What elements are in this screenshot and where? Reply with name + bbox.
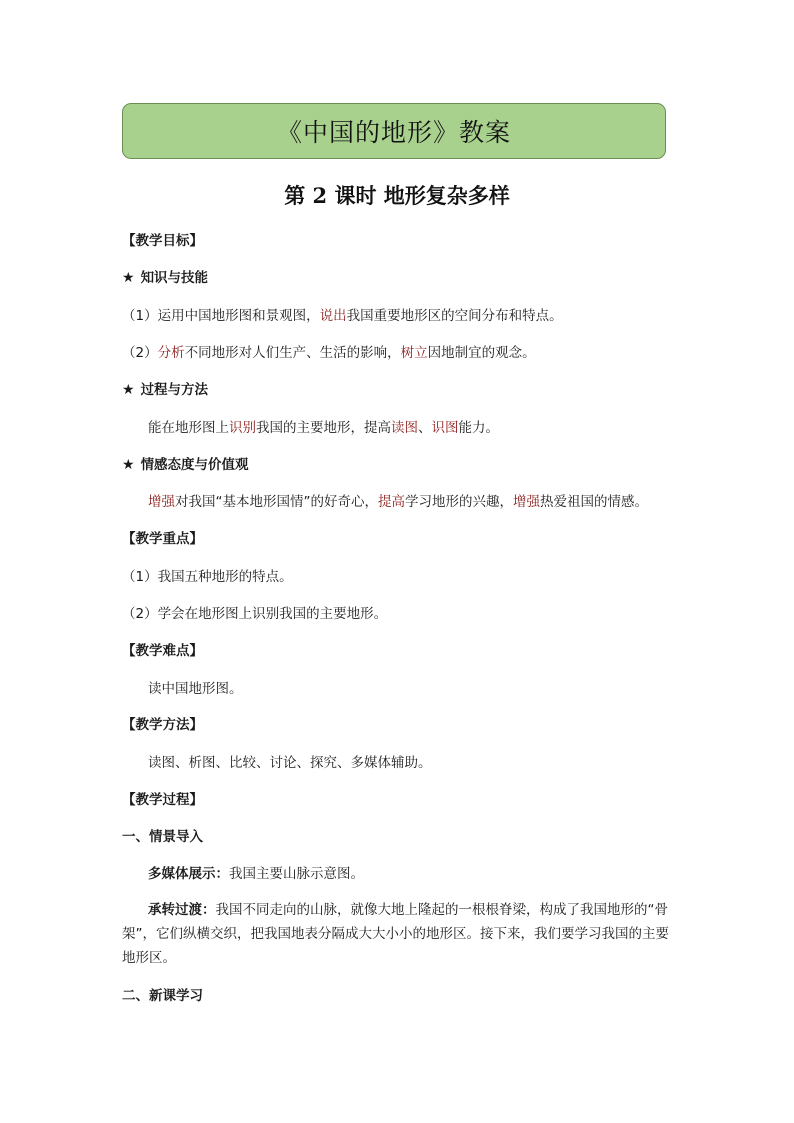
difficulties-heading: 【教学难点】	[122, 643, 203, 659]
highlight-verb: 增强	[148, 494, 175, 510]
document-title: 《中国的地形》教案	[276, 118, 511, 147]
process-heading-row	[122, 380, 208, 400]
key-points-heading: 【教学重点】	[122, 531, 203, 547]
text-run: 、	[418, 420, 432, 436]
objectives-heading: 【教学目标】	[122, 233, 203, 249]
media-label: 多媒体展示：	[148, 866, 229, 882]
transition-paragraph	[122, 898, 678, 970]
highlight-verb: 提高	[378, 494, 405, 510]
section-1-heading: 一、情景导入	[122, 829, 203, 845]
methods-heading: 【教学方法】	[122, 717, 203, 733]
highlight-verb: 树立	[400, 345, 428, 361]
text-run: 能力。	[458, 420, 499, 436]
knowledge-heading: 知识与技能	[140, 270, 209, 286]
emotion-heading-row	[122, 455, 249, 475]
text-run: （1）运用中国地形图和景观图，	[122, 308, 320, 324]
media-display-line	[148, 864, 364, 884]
emotion-text	[148, 492, 648, 512]
star-icon: ★	[122, 270, 135, 286]
highlight-verb: 识别	[229, 420, 256, 436]
text-run: 学习地形的兴趣，	[405, 494, 513, 510]
highlight-verb: 识图	[431, 420, 459, 436]
text-run: 不同地形对人们生产、生活的影响，	[184, 345, 401, 361]
title-banner	[122, 103, 666, 159]
transition-label: 承转过渡：	[148, 902, 216, 918]
emotion-heading: 情感态度与价值观	[140, 457, 249, 473]
media-text: 我国主要山脉示意图。	[229, 866, 364, 882]
highlight-verb: 说出	[319, 308, 347, 324]
knowledge-item-2	[122, 343, 536, 363]
process-method-text	[148, 418, 499, 438]
difficulties-text: 读中国地形图。	[148, 681, 243, 697]
text-run: 热爱祖国的情感。	[540, 494, 648, 510]
star-icon: ★	[122, 382, 135, 398]
knowledge-heading-row	[122, 268, 208, 288]
teaching-process-heading: 【教学过程】	[122, 792, 203, 808]
highlight-verb: 分析	[157, 345, 185, 361]
methods-text: 读图、析图、比较、讨论、探究、多媒体辅助。	[148, 755, 432, 771]
text-run: 对我国“基本地形国情”的好奇心，	[175, 494, 378, 510]
text-run: 能在地形图上	[148, 420, 229, 436]
knowledge-item-1	[122, 306, 563, 326]
key-point-1: （1）我国五种地形的特点。	[122, 569, 293, 585]
key-point-2: （2）学会在地形图上识别我国的主要地形。	[122, 606, 388, 622]
process-method-heading: 过程与方法	[140, 382, 209, 398]
text-run: 因地制宜的观念。	[427, 345, 536, 361]
highlight-verb: 读图	[391, 420, 418, 436]
text-run: （2）	[122, 345, 158, 361]
highlight-verb: 增强	[513, 494, 540, 510]
section-2-heading: 二、新课学习	[122, 988, 203, 1004]
star-icon: ★	[122, 457, 135, 473]
transition-text: 我国不同走向的山脉，就像大地上隆起的一根根脊梁，构成了我国地形的“骨架”，它们纵横交织，把我国地表分隔成大大小小的地形区。接下来，我们要学习我国的主要地形区。	[122, 902, 669, 966]
text-run: 我国的主要地形，提高	[256, 420, 391, 436]
text-run: 我国重要地形区的空间分布和特点。	[346, 308, 563, 324]
lesson-subtitle: 第 2 课时 地形复杂多样	[284, 183, 510, 208]
